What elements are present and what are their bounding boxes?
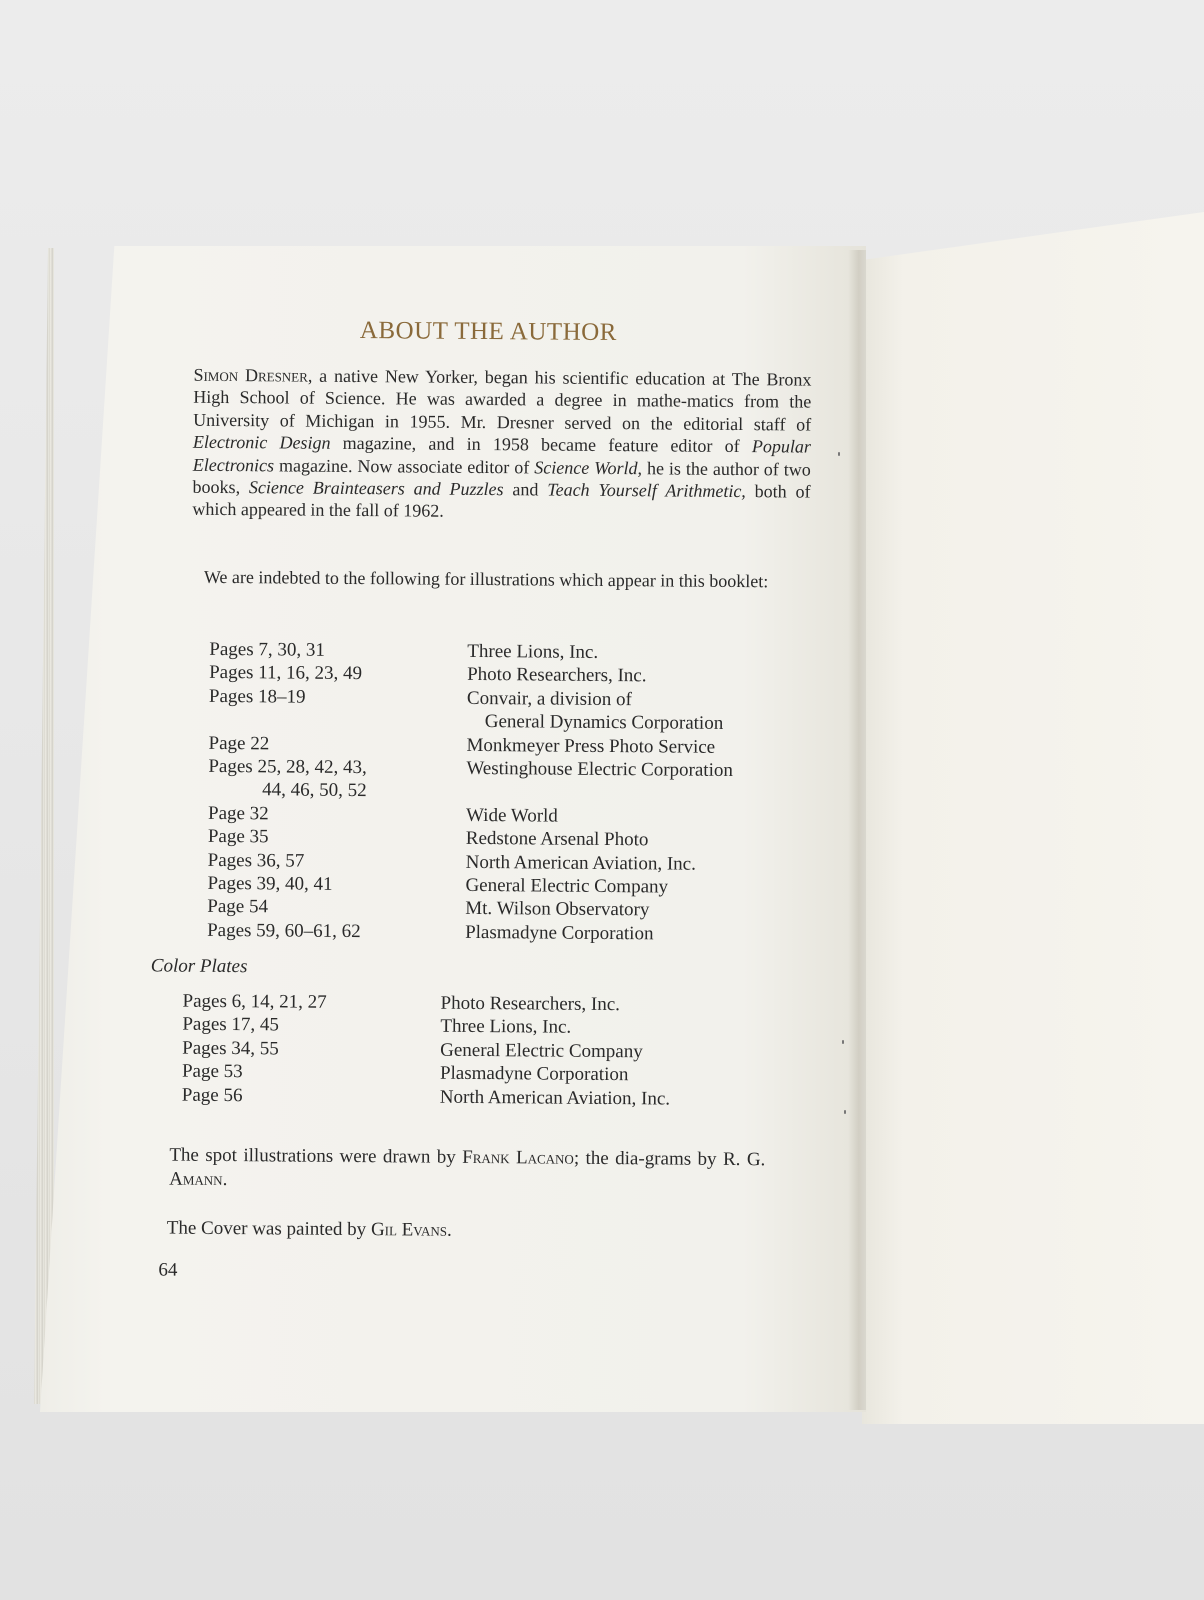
author-name: Simon Dresner [193, 364, 308, 386]
credit-source: Mt. Wilson Observatory [465, 898, 650, 921]
credit-source: General Electric Company [440, 1039, 643, 1063]
credit-source: North American Aviation, Inc. [439, 1086, 671, 1110]
credit-source: Three Lions, Inc. [467, 640, 599, 663]
bio-title: Teach Yourself Arithmetic, [547, 479, 746, 502]
bio-title: Science Brainteasers and Puzzles [248, 477, 504, 500]
credit-pages: Pages 25, 28, 42, 43, [208, 755, 367, 779]
credit-pages: Pages 18–19 [208, 685, 306, 708]
credit-pages: Page 56 [181, 1084, 243, 1106]
credit-source: Plasmadyne Corporation [465, 921, 654, 945]
color-plates-heading: Color Plates [150, 955, 248, 978]
credit-text: The Cover was painted by [166, 1217, 372, 1241]
credit-pages: Pages 7, 30, 31 [209, 638, 325, 661]
artist-name: R. G. Amann [169, 1148, 766, 1190]
illustration-credits [207, 638, 733, 945]
credit-pages: Page 35 [207, 825, 269, 848]
artist-name: Frank Lacano [462, 1146, 574, 1169]
bio-text: magazine, and in 1958 became feature editor of [330, 433, 753, 457]
credit-text: . [222, 1168, 228, 1191]
credit-source: Westinghouse Electric Corporation [466, 757, 733, 781]
bio-text: and [503, 479, 548, 500]
credit-pages: Page 53 [181, 1060, 243, 1083]
bio-title: Popular Electronics [192, 436, 812, 475]
cover-credit [167, 1218, 763, 1245]
credit-pages: Page 22 [208, 732, 270, 754]
credit-pages: 44, 46, 50, 52 [262, 779, 367, 802]
credit-pages: Pages 36, 57 [207, 849, 305, 872]
spot-illustrations-credit [169, 1144, 765, 1197]
page-number: 64 [158, 1259, 178, 1281]
credit-source: Photo Researchers, Inc. [440, 992, 621, 1016]
credit-text: The spot illustrations were drawn by [169, 1144, 463, 1168]
author-bio [192, 364, 811, 526]
credit-source: General Electric Company [465, 874, 669, 898]
bio-title: Science World, [534, 457, 643, 478]
credit-source: Wide World [465, 804, 558, 827]
credit-pages: Pages 39, 40, 41 [207, 872, 333, 895]
credit-source: Monkmeyer Press Photo Service [466, 734, 716, 758]
bio-title: Electronic Design [192, 431, 331, 454]
credit-pages: Pages 11, 16, 23, 49 [209, 662, 363, 685]
color-plate-credits [181, 990, 671, 1110]
credit-text: . [446, 1219, 452, 1241]
credit-source: General Dynamics Corporation [484, 711, 724, 735]
page-title: ABOUT THE AUTHOR [359, 317, 618, 347]
credit-pages: Page 54 [207, 896, 269, 918]
bio-text: , a native New Yorker, began his scientific education at The Bronx High School of Science. He was awarded a degree in mathe-matics from the University of Michigan in 1955. Mr. Dresner served on the editorial staff of [193, 365, 812, 435]
credit-source: Three Lions, Inc. [440, 1016, 572, 1039]
bio-text: he is the author of two books, [192, 457, 811, 498]
credit-pages: Page 32 [207, 802, 269, 825]
credit-source: North American Aviation, Inc. [465, 851, 696, 875]
credit-source: Redstone Arsenal Photo [465, 828, 649, 851]
credit-source: Plasmadyne Corporation [439, 1062, 629, 1086]
bio-text: magazine. Now associate editor of [274, 454, 535, 478]
acknowledgement-intro: We are indebted to the following for illustrations which appear in this booklet: [203, 566, 769, 592]
credit-pages: Pages 34, 55 [182, 1037, 279, 1060]
credit-source: Photo Researchers, Inc. [467, 664, 647, 687]
credit-pages: Pages 59, 60–61, 62 [207, 919, 361, 942]
bio-text: both of which appeared in the fall of 1962. [192, 481, 811, 522]
credit-text: ; the dia-grams by [573, 1147, 724, 1170]
credit-pages: Pages 6, 14, 21, 27 [182, 990, 327, 1013]
artist-name: Gil Evans [370, 1219, 448, 1241]
credit-source: Convair, a division of [466, 687, 632, 710]
credit-pages: Pages 17, 45 [182, 1014, 280, 1036]
